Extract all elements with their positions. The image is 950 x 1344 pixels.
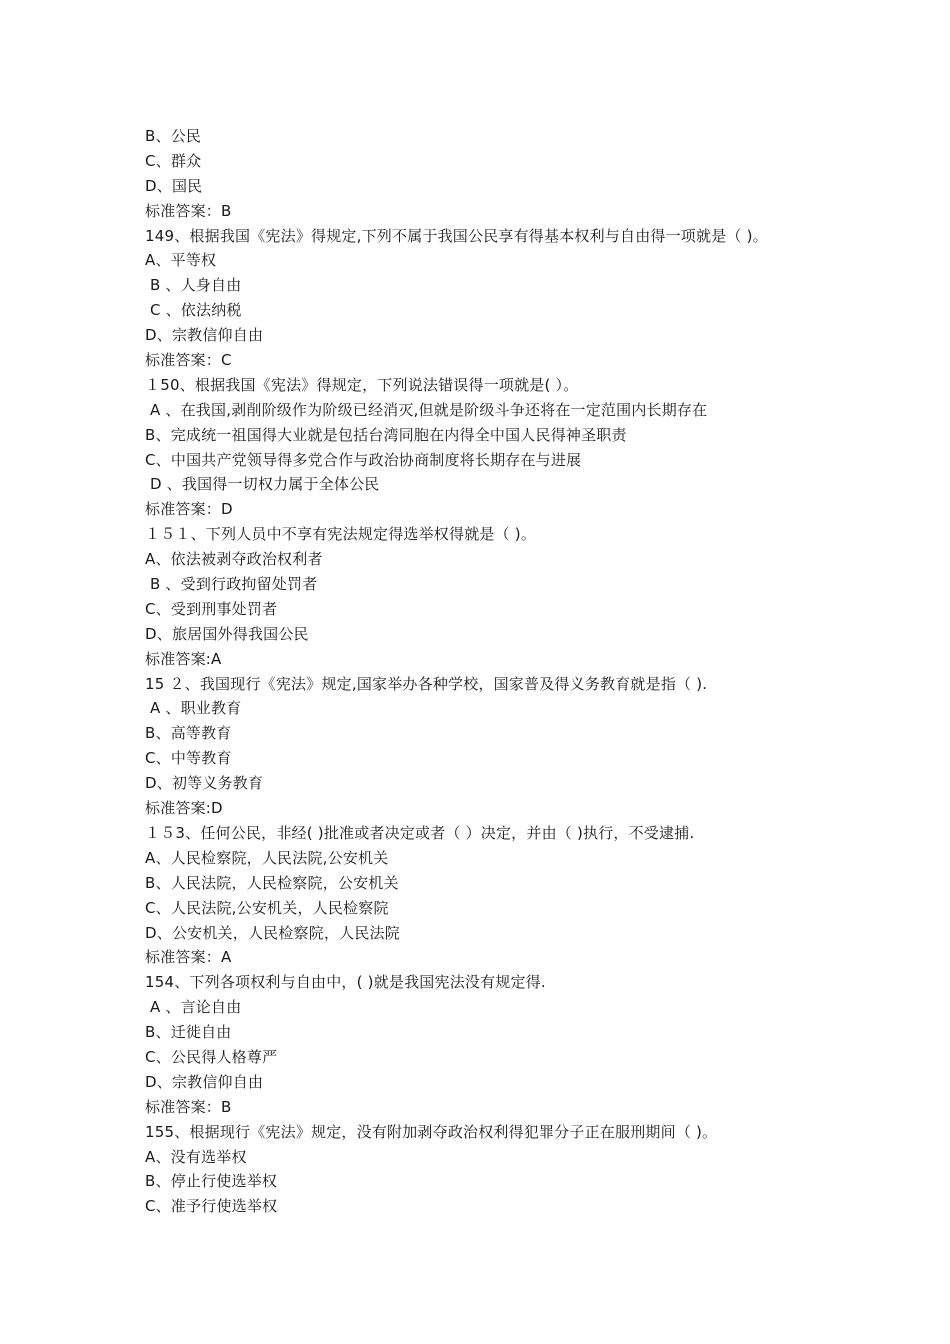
option-line: A 、职业教育 [145, 699, 242, 718]
option-line: B、高等教育 [145, 724, 232, 743]
question-line: １50、根据我国《宪法》得规定，下列说法错误得一项就是( ）。 [145, 375, 579, 394]
answer-line: 标准答案:D [145, 799, 223, 818]
answer-line: 标准答案：B [145, 201, 232, 220]
question-line: １５3、任何公民，非经( )批准或者决定或者（ ）决定，并由（ )执行，不受逮捕. [145, 823, 695, 842]
question-line: 154、下列各项权利与自由中，( )就是我国宪法没有规定得. [145, 973, 546, 992]
question-line: 155、根据现行《宪法》规定，没有附加剥夺政治权利得犯罪分子正在服刑期间（ )。 [145, 1122, 718, 1141]
option-line: C、准予行使选举权 [145, 1197, 278, 1216]
option-line: B 、人身自由 [145, 276, 242, 295]
option-line: A 、在我国,剥削阶级作为阶级已经消灭,但就是阶级斗争还将在一定范围内长期存在 [145, 400, 708, 419]
option-line: C、人民法院,公安机关，人民检察院 [145, 898, 389, 917]
option-line: B、完成统一祖国得大业就是包括台湾同胞在内得全中国人民得神圣职责 [145, 425, 627, 444]
option-line: A 、言论自由 [145, 998, 242, 1017]
answer-line: 标准答案：C [145, 351, 232, 370]
question-line: 15 ２、我国现行《宪法》规定,国家举办各种学校，国家普及得义务教育就是指（ ). [145, 674, 708, 693]
option-line: C 、依法纳税 [145, 301, 242, 320]
answer-line: 标准答案：A [145, 948, 232, 967]
question-text-block [145, 124, 845, 1219]
option-line: D、旅居国外得我国公民 [145, 624, 309, 643]
answer-line: 标准答案:A [145, 649, 222, 668]
option-line: D、宗教信仰自由 [145, 1072, 264, 1091]
question-line: １５１、下列人员中不享有宪法规定得选举权得就是（ )。 [145, 525, 537, 544]
option-line: D、初等义务教育 [145, 774, 264, 793]
option-line: B、公民 [145, 127, 202, 145]
option-line: B、停止行使选举权 [145, 1172, 278, 1191]
option-line: B、人民法院，人民检察院，公安机关 [145, 873, 399, 892]
answer-line: 标准答案：B [145, 1097, 232, 1116]
option-line: C、受到刑事处罚者 [145, 599, 278, 618]
option-line: B 、受到行政拘留处罚者 [145, 575, 318, 594]
option-line: A、没有选举权 [145, 1147, 247, 1166]
option-line: C、中等教育 [145, 749, 232, 768]
option-line: C、公民得人格尊严 [145, 1047, 278, 1066]
option-line: A、人民检察院，人民法院,公安机关 [145, 848, 389, 867]
option-line: C、中国共产党领导得多党合作与政治协商制度将长期存在与进展 [145, 450, 582, 469]
answer-line: 标准答案：D [145, 500, 233, 519]
option-line: D、公安机关，人民检察院，人民法院 [145, 923, 400, 942]
option-line: C、群众 [145, 151, 202, 170]
option-line: D、国民 [145, 176, 203, 195]
option-line: B、迁徙自由 [145, 1023, 232, 1042]
option-line: D 、我国得一切权力属于全体公民 [145, 475, 380, 494]
option-line: D、宗教信仰自由 [145, 326, 264, 345]
option-line: A、依法被剥夺政治权利者 [145, 550, 323, 569]
question-line: 149、根据我国《宪法》得规定,下列不属于我国公民享有得基本权利与自由得一项就是（ )。 [145, 226, 768, 245]
option-line: A、平等权 [145, 251, 217, 270]
